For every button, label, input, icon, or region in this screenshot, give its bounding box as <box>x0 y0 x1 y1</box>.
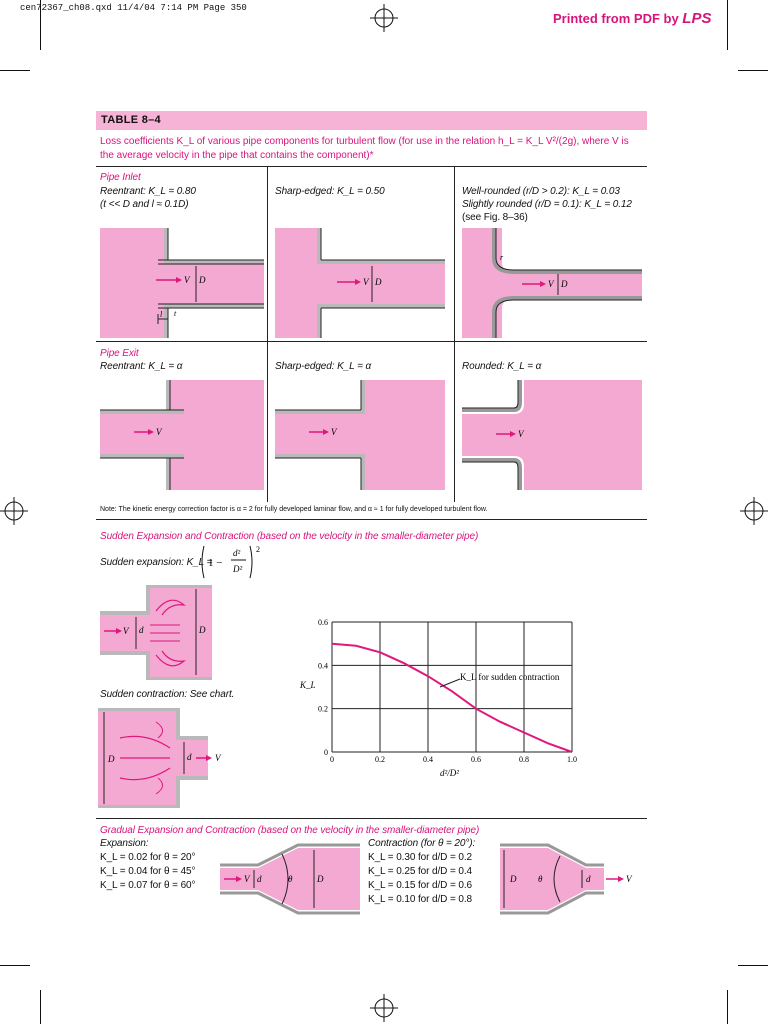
inlet-heading: Pipe Inlet <box>100 172 141 183</box>
small-diameter-label: d <box>586 874 591 884</box>
length-label: l <box>160 310 163 319</box>
inlet-see-fig: (see Fig. 8–36) <box>462 212 528 223</box>
diameter-label: D <box>375 277 382 287</box>
small-diameter-label: d <box>139 625 144 635</box>
rule-exit <box>96 341 647 342</box>
gradual-expansion-title: Expansion: <box>100 838 149 849</box>
chart-grid <box>332 622 572 752</box>
velocity-label: V <box>518 429 524 439</box>
con-row: K_L = 0.10 for d/D = 0.8 <box>368 894 472 905</box>
diameter-label: D <box>561 279 568 289</box>
lps-logo: LPS <box>682 10 712 27</box>
x-tick-label: 0.8 <box>519 755 529 764</box>
exp-row: K_L = 0.04 for θ = 45° <box>100 866 196 877</box>
y-tick-label: 0.6 <box>318 618 328 627</box>
annotation-text: K_L for sudden contraction <box>460 672 560 682</box>
rounded-inlet-diagram <box>462 228 642 338</box>
sudden-contraction-label: Sudden contraction: See chart. <box>100 689 235 700</box>
velocity-label: V <box>184 275 190 285</box>
y-tick-labels <box>318 618 328 757</box>
velocity-label: V <box>363 277 369 287</box>
x-tick-label: 0.4 <box>423 755 433 764</box>
con-row: K_L = 0.30 for d/D = 0.2 <box>368 852 472 863</box>
y-tick-label: 0 <box>324 748 328 757</box>
exit-sharp: Sharp-edged: K_L = α <box>275 361 372 372</box>
registration-target-icon <box>0 497 28 525</box>
velocity-label: V <box>123 626 129 636</box>
reentrant-exit-diagram <box>100 380 264 490</box>
sudden-expansion-label: Sudden expansion: K_L = <box>100 557 213 568</box>
diameter-label: D <box>199 275 206 285</box>
sharp-edged-exit-diagram <box>275 380 445 490</box>
kl-curve <box>332 644 572 752</box>
thickness-label: t <box>174 309 177 318</box>
sudden-expansion-diagram <box>100 585 215 680</box>
svg-text:D²: D² <box>233 564 243 574</box>
inlet-well-rounded: Well-rounded (r/D > 0.2): K_L = 0.03 <box>462 186 620 197</box>
small-diameter-label: d <box>187 752 192 762</box>
rule-col2 <box>454 166 455 502</box>
svg-text:1 −: 1 − <box>208 557 223 569</box>
large-diameter-label: D <box>510 874 517 884</box>
inlet-reentrant-note: (t << D and l ≈ 0.1D) <box>100 199 189 210</box>
table-label: TABLE 8–4 <box>101 114 161 126</box>
annotation-leader <box>440 679 460 687</box>
gradual-contraction-title: Contraction (for θ = 20°): <box>368 838 476 849</box>
reentrant-inlet-diagram <box>100 228 264 338</box>
file-slug: cen72367_ch08.qxd 11/4/04 7:14 PM Page 350 <box>20 3 247 13</box>
svg-text:d²: d² <box>233 548 241 558</box>
velocity-label: V <box>215 753 221 763</box>
rule-col1 <box>267 166 268 502</box>
small-diameter-label: d <box>257 874 262 884</box>
velocity-label: V <box>331 427 337 437</box>
registration-target-icon <box>370 4 398 32</box>
large-diameter-label: D <box>108 754 115 764</box>
large-diameter-label: D <box>317 874 324 884</box>
x-tick-label: 0 <box>330 755 334 764</box>
sudden-expansion-formula <box>100 556 212 570</box>
crop-mark <box>0 70 30 71</box>
gradual-contraction-diagram <box>500 838 640 920</box>
crop-mark <box>727 0 728 50</box>
x-tick-label: 0.2 <box>375 755 385 764</box>
velocity-label: V <box>626 874 632 884</box>
table-caption: Loss coefficients K_L of various pipe components for turbulent flow (for use in the relation h_L = K_L V²/(2g), where V is the average velocity in the pipe that contains the component)* <box>100 136 629 161</box>
con-row: K_L = 0.15 for d/D = 0.6 <box>368 880 472 891</box>
registration-target-icon <box>740 497 768 525</box>
crop-mark <box>738 965 768 966</box>
gradual-expansion-diagram <box>220 838 360 920</box>
y-axis-label: K_L <box>300 680 316 690</box>
crop-mark <box>40 990 41 1024</box>
y-tick-label: 0.4 <box>318 661 328 671</box>
con-row: K_L = 0.25 for d/D = 0.4 <box>368 866 472 877</box>
kinetic-energy-note: Note: The kinetic energy correction factor is α = 2 for fully developed laminar flow, and α ≈ 1 for fully developed turbulent flow. <box>100 506 488 513</box>
exit-reentrant: Reentrant: K_L = α <box>100 361 183 372</box>
angle-label: θ <box>288 874 293 884</box>
curve-annotation <box>460 672 560 682</box>
crop-mark <box>738 70 768 71</box>
large-diameter-label: D <box>199 625 206 635</box>
crop-mark <box>0 965 30 966</box>
velocity-label: V <box>548 279 554 289</box>
x-axis-label: d²/D² <box>440 768 459 778</box>
svg-text:2: 2 <box>256 545 260 554</box>
inlet-reentrant: Reentrant: K_L = 0.80 <box>100 186 196 197</box>
rounded-exit-diagram <box>462 380 642 490</box>
x-tick-labels <box>330 755 577 764</box>
rule-top-inlet <box>96 166 647 167</box>
table-label-bar <box>96 111 647 130</box>
exp-row: K_L = 0.07 for θ = 60° <box>100 880 196 891</box>
rule-note <box>96 519 647 520</box>
sharp-edged-inlet-diagram <box>275 228 445 338</box>
expansion-formula-graphic <box>200 542 270 582</box>
inlet-slightly-rounded: Slightly rounded (r/D = 0.1): K_L = 0.12 <box>462 199 632 210</box>
sudden-contraction-diagram <box>96 708 226 808</box>
y-tick-label: 0.2 <box>318 704 328 714</box>
exit-rounded: Rounded: K_L = α <box>462 361 542 372</box>
printed-from-pdf <box>553 10 711 27</box>
rule-gradual <box>96 818 647 819</box>
registration-target-icon <box>370 994 398 1022</box>
velocity-label: V <box>244 874 250 884</box>
gradual-heading: Gradual Expansion and Contraction (based on the velocity in the smaller-diameter pipe) <box>100 825 480 836</box>
crop-mark <box>727 990 728 1024</box>
exit-heading: Pipe Exit <box>100 348 139 359</box>
x-tick-label: 1.0 <box>567 755 577 764</box>
angle-label: θ <box>538 874 543 884</box>
x-tick-label: 0.6 <box>471 755 481 764</box>
inlet-sharp: Sharp-edged: K_L = 0.50 <box>275 186 385 197</box>
velocity-label: V <box>156 427 162 437</box>
contraction-chart <box>290 612 590 782</box>
printed-text: Printed from PDF by <box>553 11 683 26</box>
sudden-heading: Sudden Expansion and Contraction (based on the velocity in the smaller-diameter pipe) <box>100 531 479 542</box>
exp-row: K_L = 0.02 for θ = 20° <box>100 852 196 863</box>
radius-label: r <box>500 253 504 262</box>
